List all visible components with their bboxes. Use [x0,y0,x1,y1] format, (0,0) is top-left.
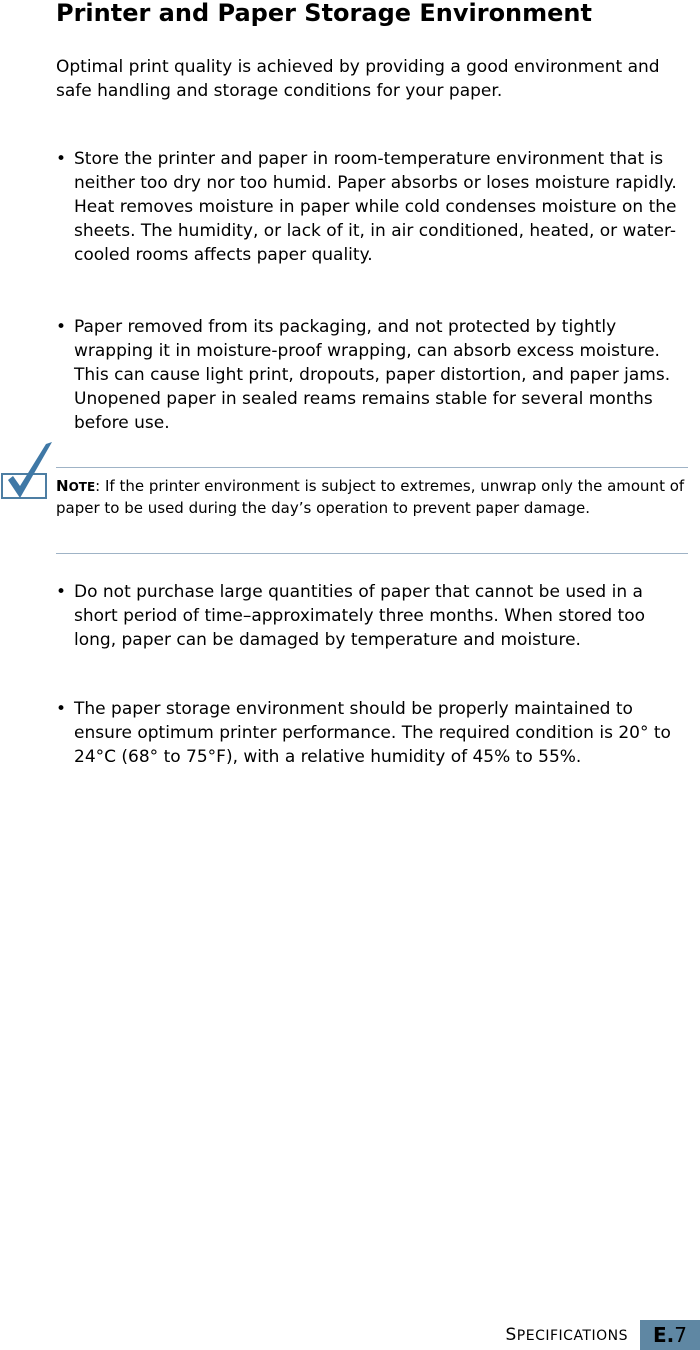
note-text: If the printer environment is subject to extremes, unwrap only the amount of paper to be used during the day’s operation to prevent paper damage. [56,477,685,517]
list-item-text: Do not purchase large quantities of paper that cannot be used in a short period of time–approximately three months. When stored too long, paper can be damaged by temperature and moisture. [74,582,646,650]
note-block: NOTE: If the printer environment is subject to extremes, unwrap only the amount of paper to be used during the day’s operation to prevent paper damage. [56,477,685,517]
list-item [56,147,688,267]
note-top-divider [56,467,688,468]
bullet-icon: • [56,149,67,169]
bullet-icon: • [56,317,67,337]
bullet-icon: • [56,699,67,719]
list-item [56,697,688,769]
list-item-text: The paper storage environment should be properly maintained to ensure optimum printer performance. The required condition is 20° to 24°C (68° to 75°F), with a relative humidity of 45% to 55%. [74,699,671,767]
list-item-text: Store the printer and paper in room-temperature environment that is neither too dry nor too humid. Paper absorbs or loses moisture rapidly. Heat removes moisture in paper while cold condenses moisture on the sheets. The humidity, or lack of it, in air conditioned, heated, or water-cooled rooms affects paper quality. [74,149,677,265]
note-bottom-divider [56,553,688,554]
page-title: Printer and Paper Storage Environment [56,0,592,27]
page-number-badge: E. 7 [640,1320,700,1350]
list-item-text: Paper removed from its packaging, and not protected by tightly wrapping it in moisture-proof wrapping, can absorb excess moisture. This can cause light print, dropouts, paper distortion, and paper jams. Unopened paper in sealed reams remains stable for several months before use. [74,317,671,433]
list-item [56,580,688,652]
bullet-icon: • [56,582,67,602]
page-footer [506,1320,700,1350]
checkmark-note-icon [0,438,56,504]
footer-section-title: SPECIFICATIONS [505,1325,628,1345]
list-item [56,315,688,435]
note-label: NOTE [56,477,96,495]
intro-paragraph: Optimal print quality is achieved by providing a good environment and safe handling and storage conditions for your paper. [56,57,660,101]
